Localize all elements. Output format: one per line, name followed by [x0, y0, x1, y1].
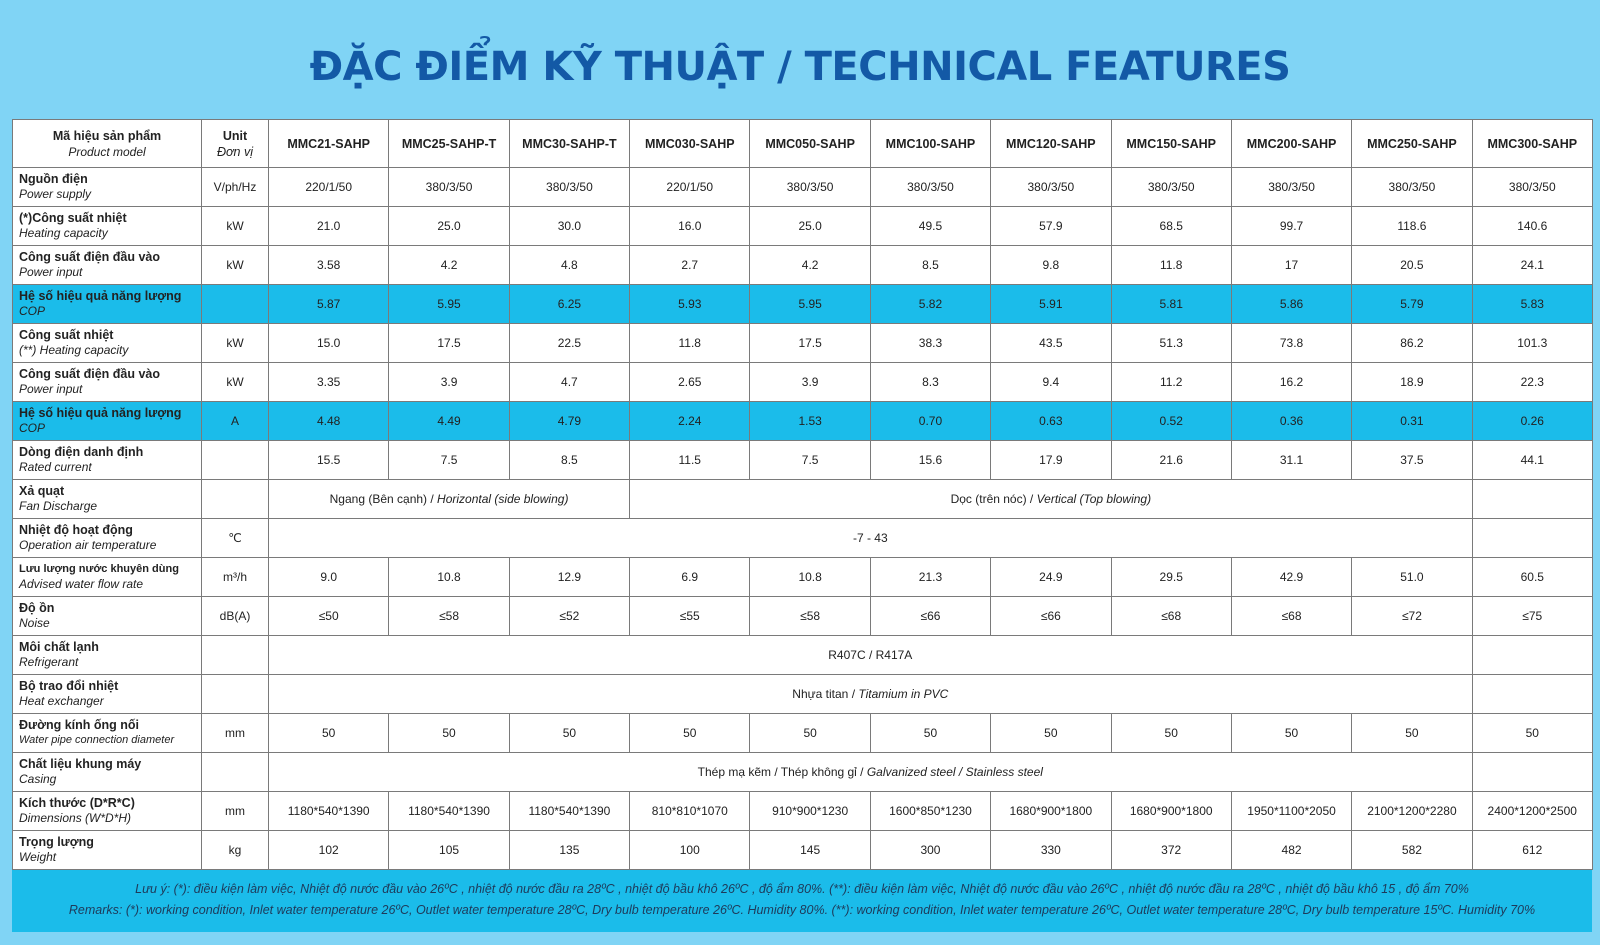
- table-cell: 372: [1111, 831, 1231, 870]
- merged-cell: [269, 636, 1473, 675]
- row-label-vi: Dòng điện danh định: [19, 445, 144, 459]
- table-cell: 1600*850*1230: [870, 792, 990, 831]
- table-cell: 50: [389, 714, 509, 753]
- table-cell: 5.95: [750, 285, 870, 324]
- table-cell: 8.5: [509, 441, 629, 480]
- table-cell: ≤58: [750, 597, 870, 636]
- table-cell: 1.53: [750, 402, 870, 441]
- table-cell: 380/3/50: [1352, 168, 1472, 207]
- table-cell: 9.4: [991, 363, 1111, 402]
- table-cell: 105: [389, 831, 509, 870]
- row-label-en: COP: [19, 304, 46, 318]
- table-cell: 380/3/50: [509, 168, 629, 207]
- row-label-vi: Xả quạt: [19, 484, 65, 498]
- table-cell: 10.8: [389, 558, 509, 597]
- table-row: [13, 402, 1593, 441]
- table-cell: 11.2: [1111, 363, 1231, 402]
- table-cell: 1180*540*1390: [389, 792, 509, 831]
- table-cell: ≤58: [389, 597, 509, 636]
- row-label-en: Refrigerant: [19, 655, 79, 669]
- table-row: [13, 441, 1593, 480]
- table-row: [13, 831, 1593, 870]
- merged-cell: [1472, 753, 1592, 792]
- table-cell: 24.9: [991, 558, 1111, 597]
- table-cell: 25.0: [389, 207, 509, 246]
- row-label-vi: (*)Công suất nhiệt: [19, 211, 127, 225]
- row-label-vi: Chất liệu khung máy: [19, 757, 142, 771]
- table-cell: 29.5: [1111, 558, 1231, 597]
- merged-cell: [269, 675, 1473, 714]
- table-header-row: [13, 120, 1593, 168]
- row-label-en: Power input: [19, 382, 83, 396]
- table-cell: 380/3/50: [1472, 168, 1592, 207]
- row-label: [13, 324, 202, 363]
- table-cell: 0.31: [1352, 402, 1472, 441]
- table-cell: 21.6: [1111, 441, 1231, 480]
- unit-label-en: Unit: [222, 128, 248, 143]
- table-cell: 380/3/50: [389, 168, 509, 207]
- row-label: [13, 558, 202, 597]
- table-cell: ≤75: [1472, 597, 1592, 636]
- table-row: [13, 714, 1593, 753]
- row-unit: [202, 285, 269, 324]
- row-unit: kW: [202, 207, 269, 246]
- table-cell: 57.9: [991, 207, 1111, 246]
- table-cell: 60.5: [1472, 558, 1592, 597]
- table-cell: 7.5: [750, 441, 870, 480]
- table-cell: 99.7: [1231, 207, 1351, 246]
- model-header-cell: MMC050-SAHP: [750, 120, 870, 168]
- table-cell: 50: [1352, 714, 1472, 753]
- table-row: [13, 246, 1593, 285]
- table-cell: 5.91: [991, 285, 1111, 324]
- row-label-en: Power input: [19, 265, 83, 279]
- table-row: [13, 636, 1593, 675]
- table-cell: 12.9: [509, 558, 629, 597]
- table-cell: 582: [1352, 831, 1472, 870]
- table-cell: 15.6: [870, 441, 990, 480]
- merged-cell-text-vi: Ngang (Bên cạnh) /: [329, 492, 438, 506]
- table-cell: 2.7: [630, 246, 750, 285]
- table-cell: 1680*900*1800: [991, 792, 1111, 831]
- table-cell: ≤50: [269, 597, 389, 636]
- table-cell: 38.3: [870, 324, 990, 363]
- notes-line-vi: Lưu ý: (*): điều kiện làm việc, Nhiệt độ nước đầu vào 26ºC , nhiệt độ nước đầu ra 28ºC , nhiệt độ bầu khô 26ºC , độ ẩm 80%. (**): điều kiện làm việc, Nhiệt độ nước đầu vào 26ºC , nhiệt độ nước đầu ra 28ºC , nhiệt độ bầu khô 15 , độ ẩm 70%: [135, 882, 1469, 896]
- merged-cell: [1472, 675, 1592, 714]
- table-cell: 0.36: [1231, 402, 1351, 441]
- table-cell: 2.24: [630, 402, 750, 441]
- table-cell: 15.0: [269, 324, 389, 363]
- merged-cell: [269, 519, 1473, 558]
- table-cell: 135: [509, 831, 629, 870]
- table-cell: 118.6: [1352, 207, 1472, 246]
- row-label: [13, 519, 202, 558]
- table-cell: 68.5: [1111, 207, 1231, 246]
- table-cell: 380/3/50: [750, 168, 870, 207]
- row-label-vi: Nhiệt độ hoạt động: [19, 523, 133, 537]
- merged-cell-text-vi: Dọc (trên nóc) /: [950, 492, 1037, 506]
- row-label-en: COP: [19, 421, 46, 435]
- row-unit: kW: [202, 246, 269, 285]
- merged-cell-text-en: Vertical (Top blowing): [1036, 492, 1152, 506]
- table-row: [13, 675, 1593, 714]
- table-cell: 300: [870, 831, 990, 870]
- row-label-en: Noise: [19, 616, 50, 630]
- row-unit: kW: [202, 324, 269, 363]
- row-label-en: Heating capacity: [19, 226, 108, 240]
- row-label-vi: Môi chất lạnh: [19, 640, 99, 654]
- table-cell: 16.0: [630, 207, 750, 246]
- table-cell: 37.5: [1352, 441, 1472, 480]
- table-cell: 11.8: [630, 324, 750, 363]
- product-model-label-en: Product model: [68, 144, 146, 159]
- table-cell: 4.79: [509, 402, 629, 441]
- table-cell: 0.26: [1472, 402, 1592, 441]
- row-label: [13, 714, 202, 753]
- table-cell: 1680*900*1800: [1111, 792, 1231, 831]
- table-cell: 3.9: [389, 363, 509, 402]
- row-label-en: Rated current: [19, 460, 92, 474]
- table-cell: 8.3: [870, 363, 990, 402]
- row-label: [13, 480, 202, 519]
- table-cell: 3.9: [750, 363, 870, 402]
- table-cell: ≤72: [1352, 597, 1472, 636]
- table-cell: 1180*540*1390: [269, 792, 389, 831]
- row-label-vi: Lưu lượng nước khuyên dùng: [19, 563, 179, 575]
- merged-cell-text-vi: Nhựa titan /: [792, 687, 859, 701]
- table-cell: ≤66: [870, 597, 990, 636]
- merged-cell-text-en: Titamium in PVC: [858, 687, 949, 701]
- table-cell: 51.0: [1352, 558, 1472, 597]
- merged-cell: [1472, 636, 1592, 675]
- table-cell: 17.5: [389, 324, 509, 363]
- table-cell: 2100*1200*2280: [1352, 792, 1472, 831]
- table-cell: 910*900*1230: [750, 792, 870, 831]
- table-cell: 15.5: [269, 441, 389, 480]
- notes-box: [12, 870, 1592, 932]
- row-label-en: (**) Heating capacity: [19, 343, 129, 357]
- table-cell: 5.81: [1111, 285, 1231, 324]
- table-cell: 140.6: [1472, 207, 1592, 246]
- table-cell: 5.86: [1231, 285, 1351, 324]
- unit-label-vi: Đơn vị: [216, 144, 254, 159]
- table-row: [13, 285, 1593, 324]
- row-label: [13, 675, 202, 714]
- row-label-en: Advised water flow rate: [19, 577, 144, 591]
- table-cell: 17: [1231, 246, 1351, 285]
- table-cell: 4.2: [389, 246, 509, 285]
- row-label: [13, 285, 202, 324]
- table-cell: 380/3/50: [1231, 168, 1351, 207]
- table-cell: 330: [991, 831, 1111, 870]
- table-cell: 0.63: [991, 402, 1111, 441]
- model-header-cell: MMC300-SAHP: [1472, 120, 1592, 168]
- table-cell: 50: [1111, 714, 1231, 753]
- table-cell: 21.0: [269, 207, 389, 246]
- row-label-vi: Trọng lượng: [19, 835, 94, 849]
- table-row: [13, 597, 1593, 636]
- table-row: [13, 168, 1593, 207]
- row-label-en: Operation air temperature: [19, 538, 157, 552]
- table-cell: 145: [750, 831, 870, 870]
- table-cell: 0.52: [1111, 402, 1231, 441]
- table-cell: 5.87: [269, 285, 389, 324]
- merged-cell-text-vi: R407C / R417A: [828, 648, 913, 662]
- row-unit: [202, 441, 269, 480]
- row-label-en: Weight: [19, 850, 57, 864]
- model-header-cell: MMC21-SAHP: [269, 120, 389, 168]
- table-row: [13, 207, 1593, 246]
- row-label-en: Fan Discharge: [19, 499, 98, 513]
- table-cell: 5.82: [870, 285, 990, 324]
- row-label-en: Power supply: [19, 187, 92, 201]
- table-cell: 3.58: [269, 246, 389, 285]
- table-cell: 50: [509, 714, 629, 753]
- row-unit: m³/h: [202, 558, 269, 597]
- table-cell: 101.3: [1472, 324, 1592, 363]
- row-label-en: Casing: [19, 772, 57, 786]
- notes-line-en: Remarks: (*): working condition, Inlet water temperature 26ºC, Outlet water temperature 28ºC, Dry bulb temperature 26ºC. Humidity 80%. (**): working condition, Inlet water temperature 26ºC, Outlet water temperature 28ºC, Dry bulb temperature 15ºC. Humidity 70%: [68, 903, 1536, 917]
- row-label-vi: Độ ồn: [19, 601, 55, 615]
- model-header-cell: MMC100-SAHP: [870, 120, 990, 168]
- model-header-cell: MMC030-SAHP: [630, 120, 750, 168]
- table-cell: 17.5: [750, 324, 870, 363]
- merged-cell: [1472, 480, 1592, 519]
- table-cell: 102: [269, 831, 389, 870]
- table-cell: ≤68: [1231, 597, 1351, 636]
- table-cell: ≤52: [509, 597, 629, 636]
- row-label-vi: Kích thước (D*R*C): [19, 796, 135, 810]
- product-model-label-vi: Mã hiệu sản phẩm: [52, 128, 162, 143]
- table-cell: 73.8: [1231, 324, 1351, 363]
- table-cell: 380/3/50: [1111, 168, 1231, 207]
- row-unit: [202, 753, 269, 792]
- table-row: [13, 480, 1593, 519]
- row-unit: dB(A): [202, 597, 269, 636]
- row-unit: V/ph/Hz: [202, 168, 269, 207]
- merged-cell-text-vi: -7 - 43: [852, 531, 888, 545]
- row-label-vi: Hệ số hiệu quả năng lượng: [19, 289, 182, 303]
- product-model-header: [13, 120, 202, 168]
- table-row: [13, 324, 1593, 363]
- table-cell: 8.5: [870, 246, 990, 285]
- table-cell: 44.1: [1472, 441, 1592, 480]
- row-label: [13, 831, 202, 870]
- row-label-en: Dimensions (W*D*H): [19, 811, 132, 825]
- row-unit: kg: [202, 831, 269, 870]
- table-cell: 31.1: [1231, 441, 1351, 480]
- table-cell: 5.93: [630, 285, 750, 324]
- table-cell: 50: [750, 714, 870, 753]
- table-cell: 4.48: [269, 402, 389, 441]
- model-header-cell: MMC25-SAHP-T: [389, 120, 509, 168]
- table-cell: 50: [1231, 714, 1351, 753]
- table-cell: 482: [1231, 831, 1351, 870]
- table-cell: ≤68: [1111, 597, 1231, 636]
- table-cell: 3.35: [269, 363, 389, 402]
- row-label: [13, 363, 202, 402]
- table-cell: 50: [269, 714, 389, 753]
- table-cell: 51.3: [1111, 324, 1231, 363]
- row-label: [13, 636, 202, 675]
- table-cell: 50: [1472, 714, 1592, 753]
- table-cell: ≤66: [991, 597, 1111, 636]
- table-cell: 1950*1100*2050: [1231, 792, 1351, 831]
- row-label-vi: Công suất điện đầu vào: [19, 250, 160, 264]
- table-cell: ≤55: [630, 597, 750, 636]
- row-unit: mm: [202, 792, 269, 831]
- table-row: [13, 753, 1593, 792]
- table-cell: 220/1/50: [269, 168, 389, 207]
- row-label: [13, 441, 202, 480]
- table-cell: 50: [870, 714, 990, 753]
- table-cell: 16.2: [1231, 363, 1351, 402]
- merged-cell-text-en: Galvanized steel / Stainless steel: [866, 765, 1043, 779]
- page-title: ĐẶC ĐIỂM KỸ THUẬT / TECHNICAL FEATURES: [309, 44, 1291, 90]
- model-header-cell: MMC200-SAHP: [1231, 120, 1351, 168]
- row-label-vi: Đường kính ống nối: [19, 718, 140, 732]
- table-cell: 50: [991, 714, 1111, 753]
- table-cell: 24.1: [1472, 246, 1592, 285]
- table-cell: 7.5: [389, 441, 509, 480]
- table-cell: 5.95: [389, 285, 509, 324]
- row-unit: kW: [202, 363, 269, 402]
- table-cell: 6.25: [509, 285, 629, 324]
- table-cell: 42.9: [1231, 558, 1351, 597]
- row-label: [13, 207, 202, 246]
- table-cell: 4.8: [509, 246, 629, 285]
- row-label-vi: Hệ số hiệu quả năng lượng: [19, 406, 182, 420]
- table-cell: 30.0: [509, 207, 629, 246]
- row-label-vi: Công suất điện đầu vào: [19, 367, 160, 381]
- row-label-vi: Bộ trao đổi nhiệt: [19, 679, 119, 693]
- table-cell: 0.70: [870, 402, 990, 441]
- row-unit: ℃: [202, 519, 269, 558]
- row-label-vi: Công suất nhiệt: [19, 328, 114, 342]
- row-label: [13, 753, 202, 792]
- table-cell: 22.5: [509, 324, 629, 363]
- table-cell: 4.7: [509, 363, 629, 402]
- row-unit: [202, 675, 269, 714]
- row-label-vi: Nguồn điện: [19, 172, 88, 186]
- table-cell: 11.8: [1111, 246, 1231, 285]
- merged-cell: [1472, 519, 1592, 558]
- model-header-cell: MMC120-SAHP: [991, 120, 1111, 168]
- table-cell: 1180*540*1390: [509, 792, 629, 831]
- table-cell: 2.65: [630, 363, 750, 402]
- table-cell: 380/3/50: [991, 168, 1111, 207]
- table-cell: 18.9: [1352, 363, 1472, 402]
- row-label: [13, 597, 202, 636]
- table-cell: 20.5: [1352, 246, 1472, 285]
- table-cell: 10.8: [750, 558, 870, 597]
- row-label: [13, 246, 202, 285]
- merged-cell: [630, 480, 1473, 519]
- table-cell: 6.9: [630, 558, 750, 597]
- table-cell: 612: [1472, 831, 1592, 870]
- table-row: [13, 792, 1593, 831]
- table-cell: 4.2: [750, 246, 870, 285]
- table-cell: 11.5: [630, 441, 750, 480]
- table-row: [13, 558, 1593, 597]
- table-cell: 2400*1200*2500: [1472, 792, 1592, 831]
- table-cell: 5.83: [1472, 285, 1592, 324]
- table-cell: 17.9: [991, 441, 1111, 480]
- table-row: [13, 363, 1593, 402]
- row-unit: [202, 636, 269, 675]
- row-unit: mm: [202, 714, 269, 753]
- table-cell: 810*810*1070: [630, 792, 750, 831]
- table-cell: 49.5: [870, 207, 990, 246]
- table-cell: 21.3: [870, 558, 990, 597]
- model-header-cell: MMC250-SAHP: [1352, 120, 1472, 168]
- table-cell: 380/3/50: [870, 168, 990, 207]
- table-cell: 220/1/50: [630, 168, 750, 207]
- table-cell: 100: [630, 831, 750, 870]
- row-unit: A: [202, 402, 269, 441]
- row-unit: [202, 480, 269, 519]
- row-label: [13, 168, 202, 207]
- merged-cell: [269, 753, 1473, 792]
- table-cell: 9.0: [269, 558, 389, 597]
- merged-cell-text-vi: Thép mạ kẽm / Thép không gỉ /: [697, 765, 867, 779]
- table-cell: 5.79: [1352, 285, 1472, 324]
- table-cell: 43.5: [991, 324, 1111, 363]
- model-header-cell: MMC150-SAHP: [1111, 120, 1231, 168]
- table-cell: 50: [630, 714, 750, 753]
- table-cell: 4.49: [389, 402, 509, 441]
- row-label-en: Water pipe connection diameter: [19, 734, 175, 746]
- table-cell: 86.2: [1352, 324, 1472, 363]
- model-header-cell: MMC30-SAHP-T: [509, 120, 629, 168]
- row-label: [13, 402, 202, 441]
- table-row: [13, 519, 1593, 558]
- merged-cell-text-en: Horizontal (side blowing): [437, 492, 569, 506]
- spec-table: [12, 119, 1593, 870]
- table-cell: 9.8: [991, 246, 1111, 285]
- row-label: [13, 792, 202, 831]
- table-cell: 25.0: [750, 207, 870, 246]
- table-cell: 22.3: [1472, 363, 1592, 402]
- row-label-en: Heat exchanger: [19, 694, 104, 708]
- unit-header: [202, 120, 269, 168]
- merged-cell: [269, 480, 630, 519]
